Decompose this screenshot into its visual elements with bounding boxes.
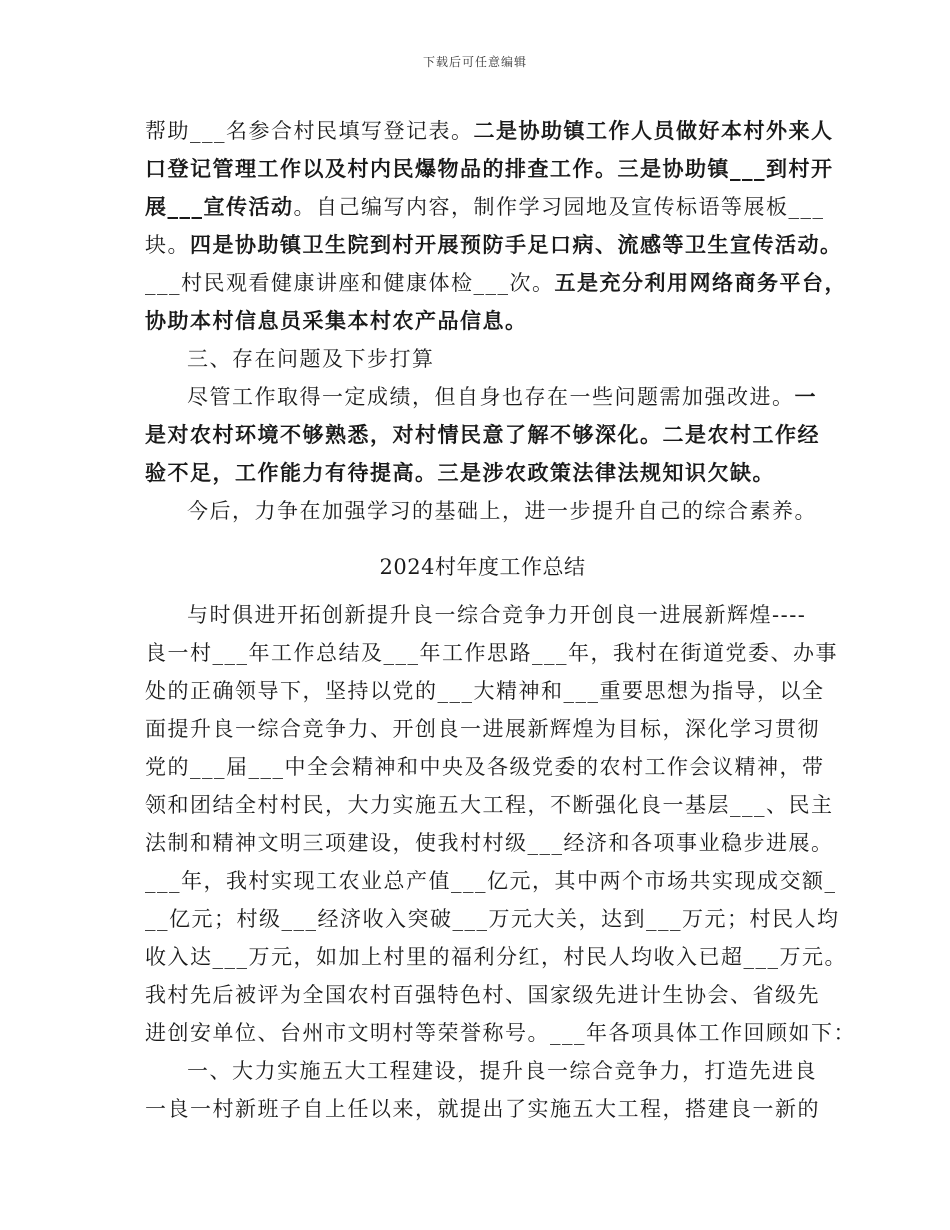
text-line [145, 786, 834, 824]
text-line [145, 150, 834, 188]
section-work-summary-end [145, 112, 847, 530]
bold-text-run: 二是协助镇工作人员做好本村外来人 [473, 118, 834, 143]
text-run: 一良一村新班子自上任以来，就提出了实施五大工程，搭建良一新的 [145, 1097, 820, 1121]
bold-text-run: 是对农村环境不够熟悉，对村情民意了解不够深化。二是农村工作经 [145, 422, 820, 447]
bold-text-run: 展___宣传活动 [145, 194, 294, 219]
text-line [145, 824, 834, 862]
text-line [145, 1090, 820, 1128]
text-line [145, 378, 820, 416]
bold-text-run: 口登记管理工作以及村内民爆物品的排查工作。三是协助镇___到村开 [145, 156, 834, 181]
text-run: 我村先后被评为全国农村百强特色村、国家级先进计生协会、省级先 [145, 983, 820, 1007]
text-line [145, 1014, 856, 1052]
text-line [145, 976, 820, 1014]
text-run: 处的正确领导下，坚持以党的___大精神和___重要思想为指导，以全 [145, 679, 825, 703]
text-line [145, 492, 820, 530]
text-line [145, 1052, 820, 1090]
text-run: 进创安单位、台州市文明村等荣誉称号。___年各项具体工作回顾如下： [145, 1021, 856, 1045]
text-run: ___村民观看健康讲座和健康体检___次。 [145, 271, 555, 295]
text-run: 与时俱进开拓创新提升良一综合竞争力开创良一进展新辉煌---- [187, 603, 807, 627]
text-run: 块。 [145, 233, 190, 257]
text-run: 今后，力争在加强学习的基础上，进一步提升自己的综合素养。 [187, 499, 817, 523]
text-line [145, 188, 825, 226]
page-header: 下载后可任意编辑 [422, 55, 527, 69]
section-annual-summary [145, 596, 856, 1128]
bold-text-run: 验不足，工作能力有待提高。三是涉农政策法律法规知识欠缺。 [145, 460, 775, 485]
text-line [145, 264, 847, 302]
bold-text-run: 五是充分利用网络商务平台， [554, 270, 847, 295]
text-line [145, 302, 820, 340]
text-line [145, 938, 847, 976]
text-run: 一、大力实施五大工程建设，提升良一综合竞争力，打造先进良 [187, 1059, 817, 1083]
text-run: 党的___届___中全会精神和中央及各级党委的农村工作会议精神，带 [145, 755, 825, 779]
text-run: 帮助___名参合村民填写登记表。 [145, 119, 474, 143]
text-run: 领和团结全村村民，大力实施五大工程，不断强化良一基层___、民主 [145, 793, 834, 817]
text-line [145, 672, 825, 710]
text-run: 面提升良一综合竞争力、开创良一进展新辉煌为目标，深化学习贯彻 [145, 717, 820, 741]
text-run: 良一村___年工作总结及___年工作思路___年，我村在街道党委、办事 [145, 641, 838, 665]
text-line [145, 596, 820, 634]
text-run: __亿元；村级___经济收入突破___万元大关，达到___万元；村民人均 [145, 907, 840, 931]
bold-text-run: 四是协助镇卫生院到村开展预防手足口病、流感等卫生宣传活动。 [190, 232, 843, 257]
document-body [145, 112, 856, 1128]
text-run: 收入达___万元，如加上村里的福利分红，村民人均收入已超___万元。 [145, 945, 847, 969]
text-line [145, 862, 837, 900]
text-run: 。自己编写内容，制作学习园地及宣传标语等展板___ [293, 195, 825, 219]
text-run: 三、存在问题及下步打算 [187, 347, 435, 371]
text-line [145, 710, 820, 748]
text-line [145, 340, 820, 378]
bold-text-run: 一 [794, 384, 817, 409]
text-line [145, 900, 840, 938]
text-line [145, 112, 834, 150]
text-line [145, 454, 820, 492]
text-line [145, 634, 838, 672]
text-run: 尽管工作取得一定成绩，但自身也存在一些问题需加强改进。 [187, 385, 795, 409]
text-line [145, 416, 820, 454]
bold-text-run: 协助本村信息员采集本村农产品信息。 [145, 308, 528, 333]
text-line [145, 748, 825, 786]
document-title: 2024村年度工作总结 [379, 555, 586, 579]
text-run: 法制和精神文明三项建设，使我村村级___经济和各项事业稳步进展。 [145, 831, 834, 855]
text-line [145, 226, 843, 264]
text-run: ___年，我村实现工农业总产值___亿元，其中两个市场共实现成交额_ [145, 869, 837, 893]
